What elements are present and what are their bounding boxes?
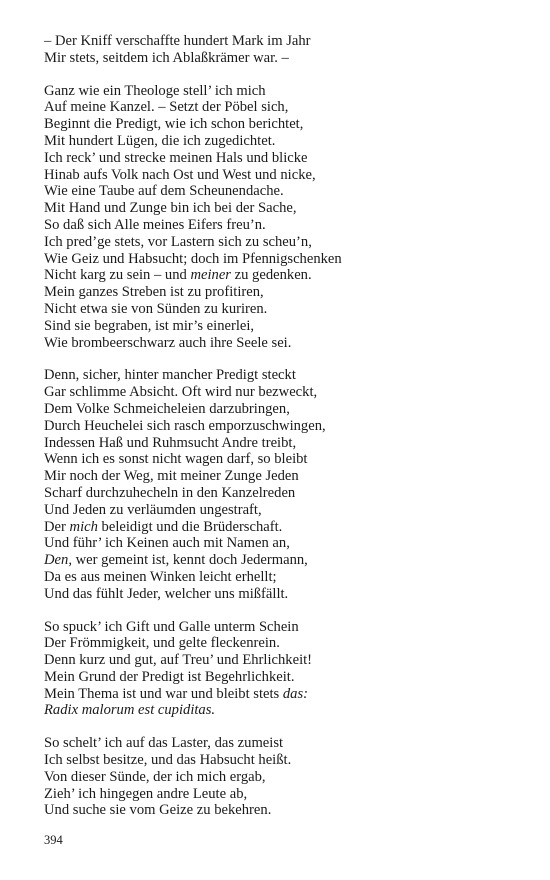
text-run: Durch Heuchelei sich rasch emporzuschwingen, <box>44 417 326 434</box>
text-run: Ich selbst besitze, und das Habsucht heißt. <box>44 752 292 769</box>
text-run: Beginnt die Predigt, wie ich schon berichtet, <box>44 116 304 133</box>
verse-line <box>44 485 524 502</box>
text-run: Scharf durchzuhecheln in den Kanzelreden <box>44 484 296 501</box>
verse-line <box>44 367 524 384</box>
verse-line <box>44 217 524 234</box>
verse-line <box>44 451 524 468</box>
verse-line <box>44 335 524 352</box>
text-run: Von dieser Sünde, der ich mich ergab, <box>44 768 266 785</box>
text-run: Und Jeden zu verläumden ungestraft, <box>44 501 262 518</box>
verse-line <box>44 183 524 200</box>
text-run: Wie eine Taube auf dem Scheunendache. <box>44 183 284 200</box>
text-run: Ganz wie ein Theologe stell’ ich mich <box>44 82 266 99</box>
italic-text: meiner <box>190 267 231 284</box>
text-run: Mit Hand und Zunge bin ich bei der Sache, <box>44 200 297 217</box>
verse-line <box>44 167 524 184</box>
verse-line <box>44 234 524 251</box>
text-run: Indessen Haß und Ruhmsucht Andre treibt, <box>44 434 297 451</box>
verse-line <box>44 200 524 217</box>
text-run: So schelt’ ich auf das Laster, das zumeist <box>44 735 284 752</box>
text-run: Auf meine Kanzel. – Setzt der Pöbel sich, <box>44 99 289 116</box>
verse-line <box>44 686 524 703</box>
text-run: Und das fühlt Jeder, welcher uns mißfällt. <box>44 585 289 602</box>
text-run: Denn kurz und gut, auf Treu’ und Ehrlichkeit! <box>44 652 313 669</box>
verse-line <box>44 802 524 819</box>
stanza <box>44 735 524 819</box>
stanza <box>44 83 524 352</box>
verse-line <box>44 635 524 652</box>
italic-text: mich <box>69 518 98 535</box>
verse-line <box>44 535 524 552</box>
verse-line <box>44 251 524 268</box>
text-run: – Der Kniff verschaffte hundert Mark im Jahr <box>44 33 311 49</box>
italic-text: Den, <box>44 552 72 569</box>
verse-line <box>44 318 524 335</box>
verse-line <box>44 786 524 803</box>
verse-line <box>44 284 524 301</box>
text-run: Ich reck’ und strecke meinen Hals und blicke <box>44 149 308 166</box>
text-run: Mir noch der Weg, mit meiner Zunge Jeden <box>44 468 299 485</box>
verse-line <box>44 384 524 401</box>
verse-line <box>44 267 524 284</box>
text-run: Und führ’ ich Keinen auch mit Namen an, <box>44 535 290 552</box>
verse-line <box>44 652 524 669</box>
text-run: Dem Volke Schmeicheleien darzubringen, <box>44 400 290 417</box>
verse-line <box>44 133 524 150</box>
stanza <box>44 619 524 720</box>
verse-line <box>44 116 524 133</box>
text-run: Mir stets, seitdem ich Ablaßkrämer war. – <box>44 49 289 66</box>
text-run: So spuck’ ich Gift und Galle unterm Schein <box>44 618 299 635</box>
verse-line <box>44 468 524 485</box>
text-run: Der Frömmigkeit, und gelte fleckenrein. <box>44 635 280 652</box>
text-run: Ich pred’ge stets, vor Lastern sich zu scheu’n, <box>44 233 312 250</box>
stanza <box>44 367 524 602</box>
text-run: So daß sich Alle meines Eifers freu’n. <box>44 216 266 233</box>
text-run: Mein ganzes Streben ist zu profitiren, <box>44 284 264 301</box>
text-run: Wenn ich es sonst nicht wagen darf, so bleibt <box>44 451 308 468</box>
text-run: Wie Geiz und Habsucht; doch im Pfennigschenken <box>44 250 342 267</box>
page-number: 394 <box>44 833 63 847</box>
italic-text: Radix malorum est cupiditas. <box>44 702 216 719</box>
verse-line <box>44 401 524 418</box>
text-run: Der <box>44 518 70 535</box>
verse-line <box>44 752 524 769</box>
verse-line <box>44 33 524 50</box>
text-run: beleidigt und die Brüderschaft. <box>97 518 283 535</box>
verse-line <box>44 99 524 116</box>
poem-text <box>44 33 524 835</box>
text-run: Mit hundert Lügen, die ich zugedichtet. <box>44 132 276 149</box>
text-run: zu gedenken. <box>230 267 312 284</box>
text-run: Wie brombeerschwarz auch ihre Seele sei. <box>44 334 292 351</box>
text-run: Denn, sicher, hinter mancher Predigt steckt <box>44 367 296 384</box>
text-run: Sind sie begraben, ist mir’s einerlei, <box>44 317 255 334</box>
verse-line <box>44 418 524 435</box>
text-run: Und suche sie vom Geize zu bekehren. <box>44 802 272 819</box>
text-run: Nicht etwa sie von Sünden zu kuriren. <box>44 300 268 317</box>
text-run: Mein Grund der Predigt ist Begehrlichkeit. <box>44 668 295 685</box>
verse-line <box>44 301 524 318</box>
verse-line <box>44 769 524 786</box>
text-run: Mein Thema ist und war und bleibt stets <box>44 685 283 702</box>
verse-line <box>44 569 524 586</box>
text-run: Gar schlimme Absicht. Oft wird nur bezweckt, <box>44 384 318 401</box>
verse-line <box>44 50 524 67</box>
verse-line <box>44 502 524 519</box>
verse-line <box>44 150 524 167</box>
verse-line <box>44 702 524 719</box>
text-run: Nicht karg zu sein – und <box>44 267 191 284</box>
verse-line <box>44 552 524 569</box>
verse-line <box>44 586 524 603</box>
verse-line <box>44 519 524 536</box>
text-run: Hinab aufs Volk nach Ost und West und nicke, <box>44 166 316 183</box>
text-run: Da es aus meinen Winken leicht erhellt; <box>44 568 277 585</box>
verse-line <box>44 619 524 636</box>
verse-line <box>44 669 524 686</box>
text-run: Zieh’ ich hingegen andre Leute ab, <box>44 785 248 802</box>
text-run: wer gemeint ist, kennt doch Jedermann, <box>71 552 308 569</box>
stanza <box>44 33 524 67</box>
verse-line <box>44 435 524 452</box>
verse-line <box>44 83 524 100</box>
italic-text: das: <box>282 685 309 702</box>
verse-line <box>44 735 524 752</box>
